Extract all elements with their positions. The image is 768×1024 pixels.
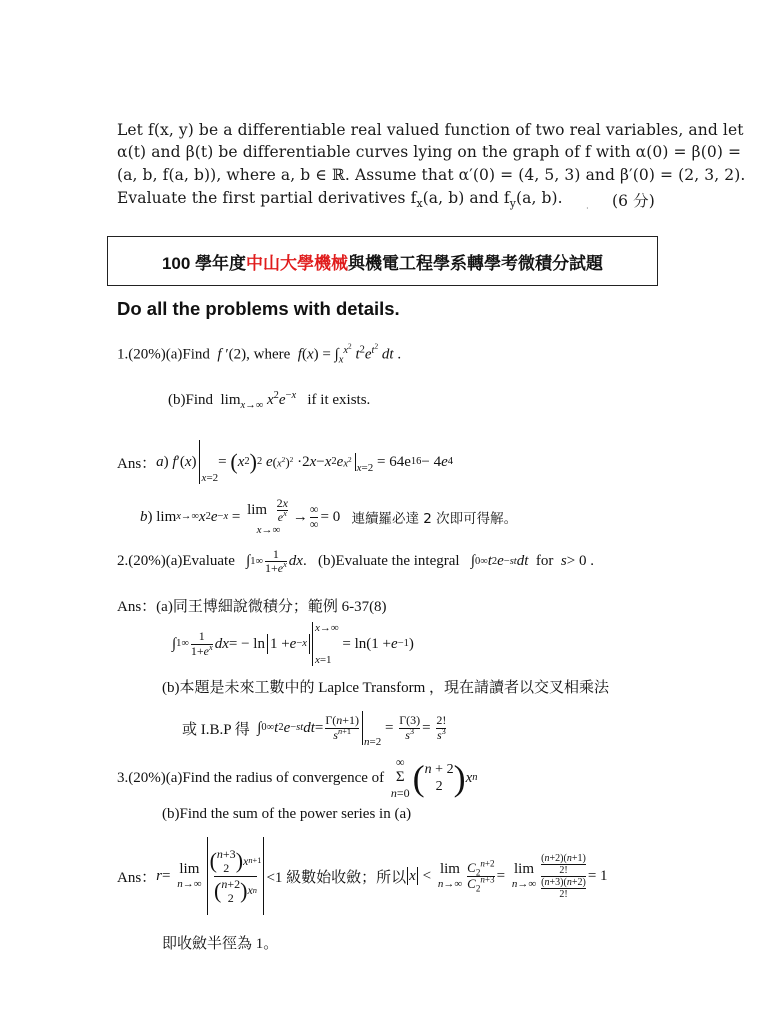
title-red: 中山大學機械 (246, 253, 349, 273)
q2-answer-a-math: ∫ 1 ∞ $\frac{1}{1+e^x}$ dx = − ln 1 + e −x x→∞ x=1 = ln(1 + e −1 ) (172, 622, 414, 666)
q3-conclusion: 即收斂半徑為 1。 (162, 936, 279, 952)
scan-points: (6 分) (612, 192, 655, 210)
q1-part-a: 1.(20%)(a)Find f ′(2), where $f(x) = \int_x^{x^2}$ $t^2e^{t^2}$ dt . (117, 341, 402, 366)
q3-ans-mid: <1 級數始收斂；所以 (266, 869, 407, 886)
q2-answer-a-label: Ans：(a)同王博細說微積分；範例 6-37(8) (117, 599, 387, 615)
q1-ans-note: 連續羅必達 2 次即可得解。 (351, 511, 518, 527)
scan-dot: · (586, 204, 589, 213)
scan-sub-x: x (416, 197, 423, 211)
q2-parts: 2.(20%)(a)Evaluate ∫ 1 ∞ $\frac{1}{1+e^x}$ dx . (b)Evaluate the integral ∫ 0 ∞ t 2 e −st dt for s > 0 . (117, 547, 594, 576)
exam-title-box (107, 236, 658, 286)
q1-eval-bar (199, 440, 200, 484)
scan-line-4 (117, 189, 563, 211)
q1-a-label: 1.(20%)(a)Find (117, 346, 210, 363)
q1-b-tail: if it exists. (307, 392, 371, 408)
q3-a-label: 3.(20%)(a)Find the radius of convergence of (117, 769, 385, 786)
q3-ans-label: Ans： (117, 869, 157, 886)
scan-line-4-text: Evaluate the first partial derivatives f (117, 189, 417, 207)
q1-a-where: , where (246, 346, 291, 363)
q1-ans-result: = 64e (377, 453, 411, 470)
q1-answer-a: Ans： a ) f ′( x ) x=2 = ( x 2 ) 2 e $(x^2)^2$ ·2 x − x 2 e $x^2$ x=2 = 64e 16 − 4 e 4 (117, 440, 453, 484)
scan-line-3: (a, b, f(a, b)), where a, b ∈ ℝ. Assume that α′(0) = (4, 5, 3) and β′(0) = (2, 3, 2). (117, 166, 746, 184)
q2-b-ans-prefix: 或 I.B.P 得 (182, 721, 250, 738)
scan-line-4-mid: (a, b) and f (422, 189, 510, 207)
q3-part-a: 3.(20%)(a)Find the radius of convergence of ∞ Σ n=0 ( n + 2 2 ) x n (117, 754, 478, 800)
q2-b-label: (b)Evaluate the integral (317, 553, 460, 570)
q3-answer: Ans： r = lim n→∞ ( n+3 2 ) x n+1 ( n+2 2 ) x n <1 級數始收斂；所以 x < lim n→∞ $\frac{C_2^{n+2}}{C_2^{n+3}}$ = lim n→∞ (n+2)(n+1) 2! (n+3)(n+2) 2! = 1 (117, 836, 608, 916)
title-suffix: 與機電工程學系轉學考微積分試題 (348, 253, 604, 273)
q2-answer-b-text: (b)本題是未來工數中的 Laplce Transform ，現在請讀者以交叉相乘法 (162, 680, 610, 696)
q1-answer-b: b ) lim x→∞ x 2 e −x = lim $\frac{2x}{e^x}$ x→∞ → $\frac{\infty}{\infty}$ = 0 連續羅必達 2 次即可得解。 (140, 496, 518, 537)
title-prefix: 100 學年度 (161, 253, 247, 273)
q1-b-label: (b)Find (168, 392, 213, 408)
scan-line-4-end: (a, b). (515, 189, 563, 207)
q2-a-label: 2.(20%)(a)Evaluate (117, 553, 235, 570)
scan-line-2: α(t) and β(t) be differentiable curves lying on the graph of f with α(0) = β(0) = (117, 143, 742, 161)
q1-part-b: (b)Find $\lim_{x\to\infty} x^2e^{-x}$ if it exists. (168, 390, 371, 411)
q1-ans-label: Ans： (117, 455, 157, 472)
q2-b-tail: for (535, 553, 554, 570)
scan-sub-y: y (509, 197, 516, 211)
instructions-heading: Do all the problems with details. (117, 298, 400, 319)
q2-answer-b-math: 或 I.B.P 得 ∫ 0 ∞ t 2 e −st dt = $\frac{\Gamma(n+1)}{s^{n+1}}$ n=2 = $\frac{\Gamma(3)}{s^3}$ = $\frac{2!}{s^3}$ (182, 708, 448, 748)
scan-line-1: Let f(x, y) be a differentiable real valued function of two real variables, and let (117, 121, 744, 139)
q3-part-b: (b)Find the sum of the power series in (a) (162, 806, 412, 822)
q1-limit: lim $\frac{2x}{e^x}$ x→∞ (247, 496, 288, 537)
